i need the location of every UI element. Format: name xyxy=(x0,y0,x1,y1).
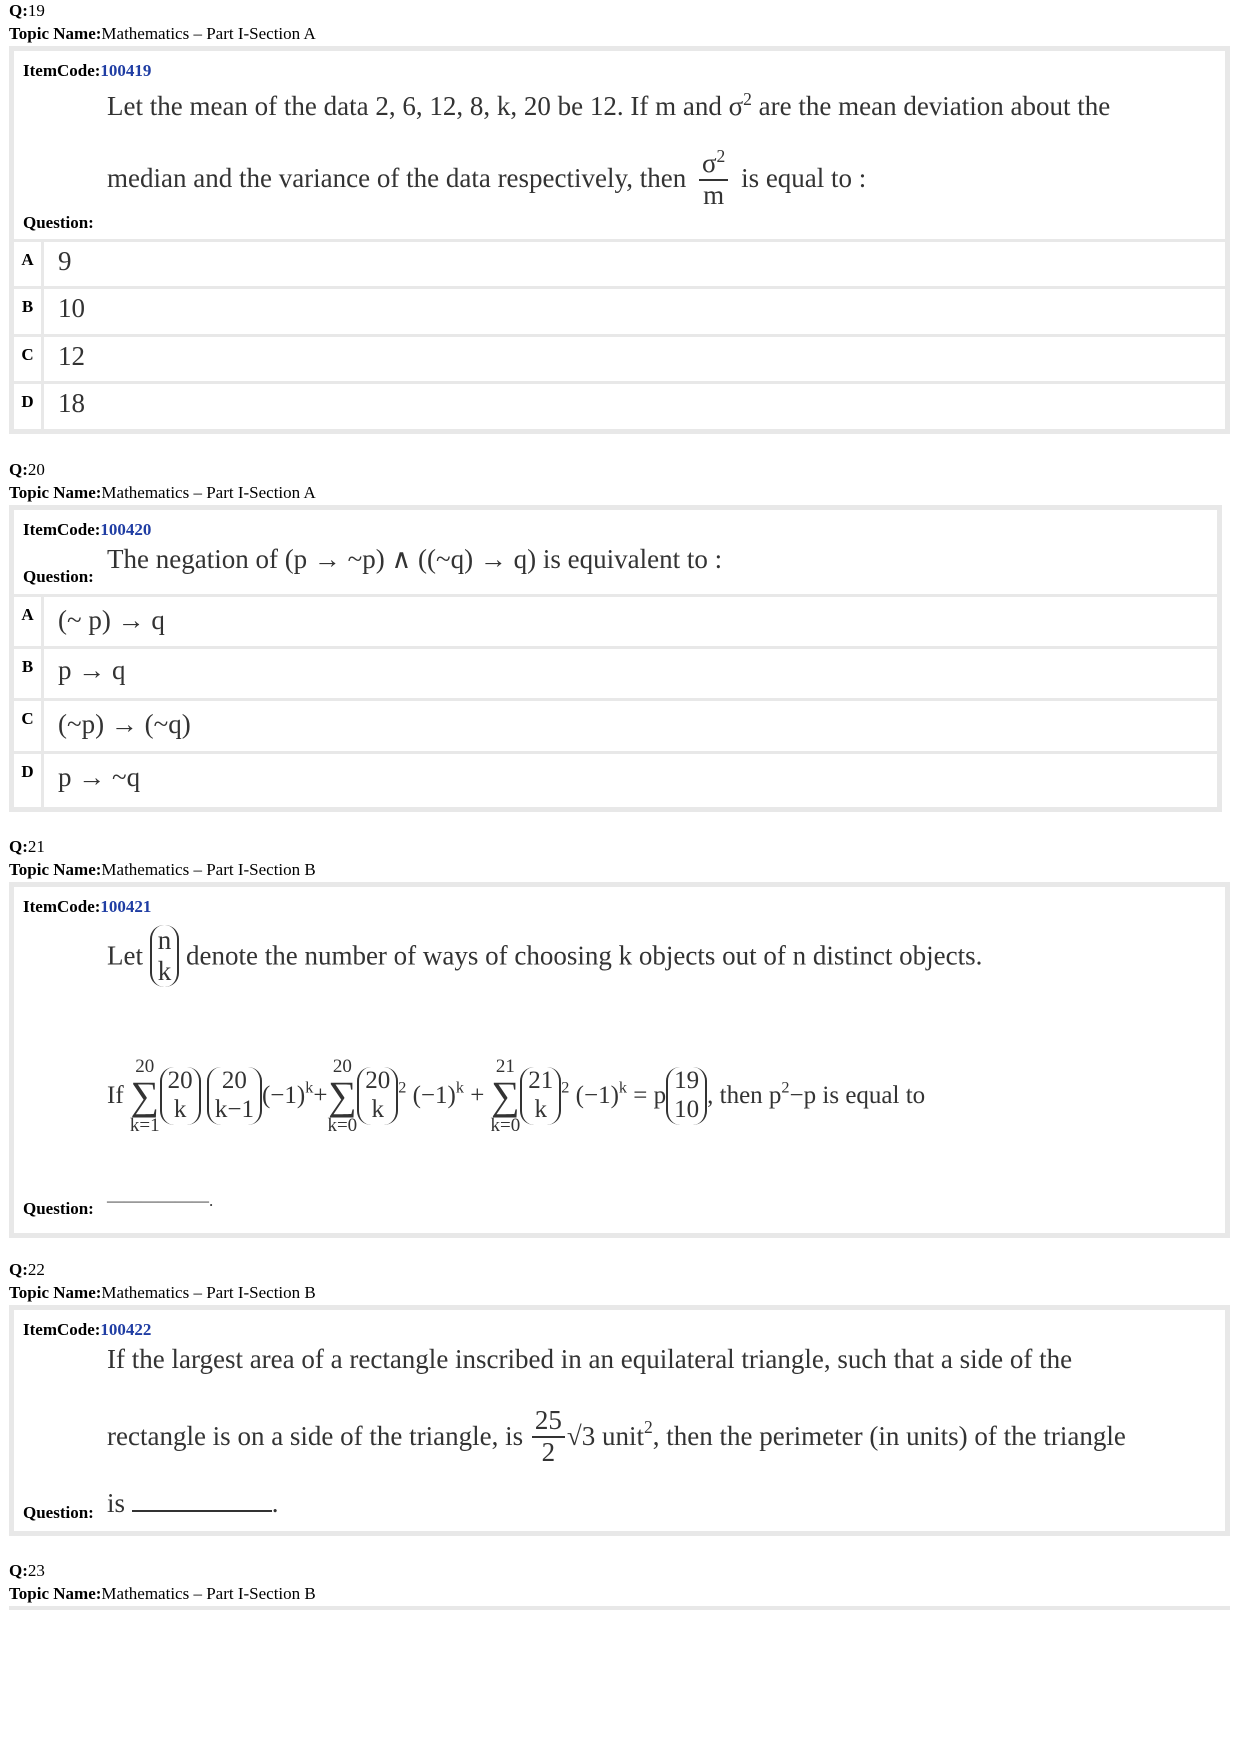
option-row[interactable] xyxy=(14,594,1217,649)
q-number: 22 xyxy=(27,1260,45,1279)
option-row[interactable] xyxy=(14,334,1225,384)
question-number: Q:23 xyxy=(9,1561,45,1580)
question-formula: If 20 ∑ k=1 20 k 20 k−1 $(-1)^k+$ 20 ∑ k=0 20 k $^2$ $(-1)^k$ + 21 ∑ k=0 21 k $^2$ $(-1)^k = p$ 19 10 , then $p^2-p$ is equal to xyxy=(107,1056,926,1136)
topic-name: Mathematics – Part I-Section A xyxy=(101,24,316,43)
question-text-line3: is . xyxy=(107,1488,279,1518)
itemcode-value: 100419 xyxy=(100,61,152,80)
question-text: The negation of (p → ~p) ∧ ((~q) → q) is equivalent to : xyxy=(107,544,723,574)
option-row[interactable] xyxy=(14,751,1217,810)
answer-blank: ——————. xyxy=(107,1191,214,1210)
option-key: C xyxy=(14,701,44,754)
question-text-line2: median and the variance of the data respectively, then $\frac{\sigma^2}{m}$ is equal to : xyxy=(107,146,867,210)
q-number: 19 xyxy=(27,1,45,20)
topic-prefix: Topic Name: xyxy=(9,24,102,43)
q-number: 23 xyxy=(27,1561,45,1580)
card-top-border xyxy=(9,1606,1230,1610)
answer-blank xyxy=(132,1510,272,1512)
option-value: 9 xyxy=(58,246,72,276)
question-text-line2: rectangle is on a side of the triangle, is $\frac{25}{2}$ √3 unit$^2$, then the perimeter (in units) of the triangle xyxy=(107,1405,1126,1467)
q-number: 20 xyxy=(27,460,45,479)
binomial: n k xyxy=(150,925,180,987)
option-row[interactable] xyxy=(14,381,1225,432)
topic-line: Topic Name:Mathematics – Part I-Section B xyxy=(9,1584,316,1603)
option-row[interactable] xyxy=(14,698,1217,754)
question-label: Question: xyxy=(23,1503,94,1522)
option-value: (~ p) → q xyxy=(58,605,165,635)
question-text: Let the mean of the data 2, 6, 12, 8, k, 20 be 12. If m and $\sigma^2$ are the mean deviation about the xyxy=(107,89,1111,121)
question-number: Q:21 xyxy=(9,837,45,856)
itemcode-value: 100421 xyxy=(100,897,152,916)
topic-line xyxy=(9,23,316,44)
option-value: 12 xyxy=(58,341,85,371)
topic-line: Topic Name:Mathematics – Part I-Section A xyxy=(9,483,316,502)
question-card xyxy=(9,46,1230,434)
option-key: B xyxy=(14,289,44,337)
itemcode: ItemCode:100421 xyxy=(23,897,152,916)
option-value: 18 xyxy=(58,388,85,418)
itemcode-value: 100420 xyxy=(100,520,152,539)
option-row[interactable] xyxy=(14,286,1225,337)
question-text: Let n k denote the number of ways of choosing k objects out of n distinct objects. xyxy=(107,925,983,987)
fraction: $\frac{25}{2}$ xyxy=(532,1406,565,1467)
topic-line: Topic Name:Mathematics – Part I-Section B xyxy=(9,860,316,879)
option-value: 10 xyxy=(58,293,85,323)
option-key: A xyxy=(14,242,44,289)
question-card xyxy=(9,505,1222,812)
question-card xyxy=(9,882,1230,1238)
topic-name: Mathematics – Part I-Section B xyxy=(101,1584,316,1603)
topic-name: Mathematics – Part I-Section A xyxy=(101,483,316,502)
option-value: (~p) → (~q) xyxy=(58,709,191,739)
option-value: p → q xyxy=(58,655,126,685)
itemcode: ItemCode:100422 xyxy=(23,1320,152,1339)
q-prefix: Q: xyxy=(9,1,28,20)
option-key: A xyxy=(14,597,44,649)
option-key: C xyxy=(14,337,44,384)
sum-symbol: 20 ∑ k=1 xyxy=(129,1056,160,1136)
fraction: $\frac{\sigma^2}{m}$ xyxy=(699,147,728,210)
itemcode: ItemCode:100420 xyxy=(23,520,152,539)
question-label: Question: xyxy=(23,567,94,586)
option-key: D xyxy=(14,754,44,810)
question-number xyxy=(9,0,45,21)
option-row[interactable] xyxy=(14,239,1225,289)
question-number: Q:22 xyxy=(9,1260,45,1279)
question-label: Question: xyxy=(23,1199,94,1218)
topic-name: Mathematics – Part I-Section B xyxy=(101,1283,316,1302)
itemcode: ItemCode:100419 xyxy=(23,61,152,80)
q-number: 21 xyxy=(27,837,45,856)
topic-name: Mathematics – Part I-Section B xyxy=(101,860,316,879)
question-label: Question: xyxy=(23,213,94,232)
itemcode-value: 100422 xyxy=(100,1320,152,1339)
question-card xyxy=(9,1305,1230,1536)
option-key: B xyxy=(14,649,44,701)
question-text: If the largest area of a rectangle inscribed in an equilateral triangle, such that a side of the xyxy=(107,1344,1073,1374)
option-value: p → ~q xyxy=(58,762,141,792)
option-key: D xyxy=(14,384,44,432)
option-row[interactable] xyxy=(14,646,1217,701)
topic-line: Topic Name:Mathematics – Part I-Section B xyxy=(9,1283,316,1302)
question-number: Q:20 xyxy=(9,460,45,479)
